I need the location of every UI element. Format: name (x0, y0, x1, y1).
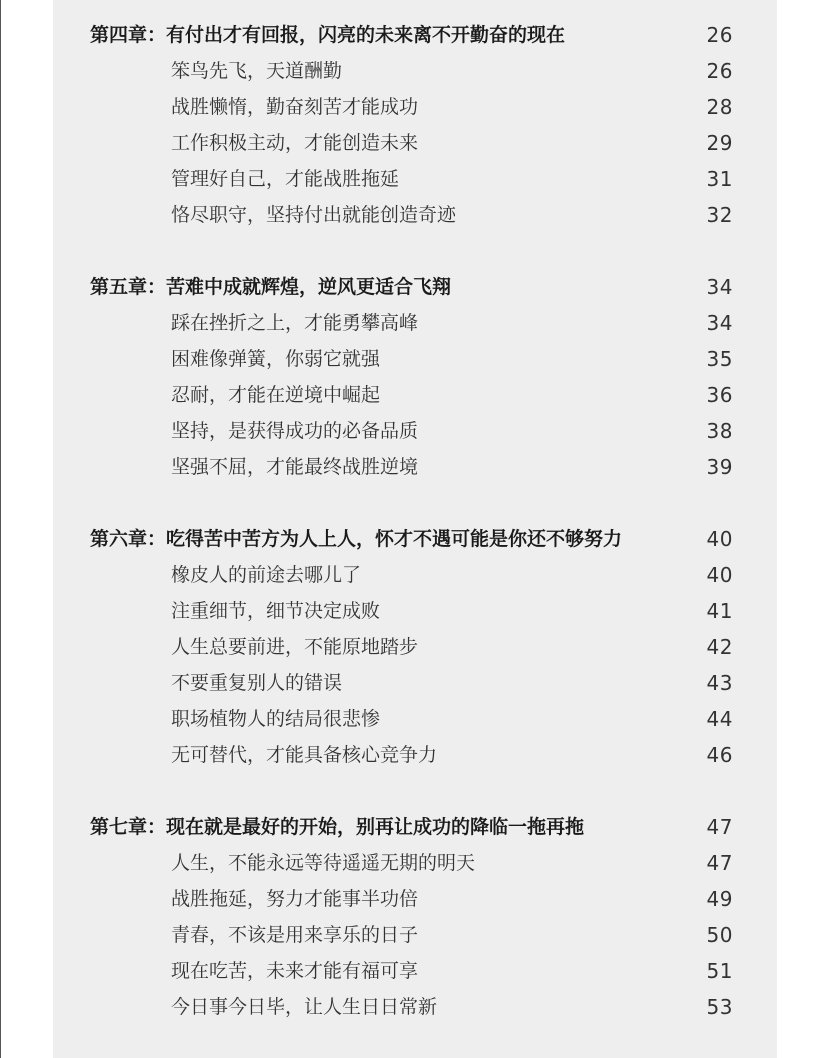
section-row (53, 161, 777, 197)
page-number: 53 (706, 995, 733, 1019)
section-title: 恪尽职守，坚持付出就能创造奇迹 (171, 204, 457, 226)
page-number: 47 (706, 851, 733, 875)
chapter-row (53, 809, 777, 845)
page-number: 26 (706, 23, 733, 47)
section-title: 坚持，是获得成功的必备品质 (171, 420, 419, 442)
chapter-title: 第七章：现在就是最好的开始，别再让成功的降临一拖再拖 (90, 816, 585, 838)
section-title: 战胜懒惰，勤奋刻苦才能成功 (171, 96, 419, 118)
page-number: 31 (706, 167, 733, 191)
section-title: 困难像弹簧，你弱它就强 (171, 348, 381, 370)
page-number: 40 (706, 527, 733, 551)
section-title: 现在吃苦，未来才能有福可享 (171, 960, 419, 982)
page-number: 40 (706, 563, 733, 587)
page-number: 38 (706, 419, 733, 443)
section-row (53, 89, 777, 125)
section-row (53, 953, 777, 989)
section-title: 战胜拖延，努力才能事半功倍 (171, 888, 419, 910)
section-title: 笨鸟先飞，天道酬勤 (171, 60, 343, 82)
section-title: 人生总要前进，不能原地踏步 (171, 636, 419, 658)
section-title: 坚强不屈，才能最终战胜逆境 (171, 456, 419, 478)
page-number: 42 (706, 635, 733, 659)
section-row (53, 305, 777, 341)
left-edge-line (0, 0, 1, 1058)
section-title: 不要重复别人的错误 (171, 672, 343, 694)
section-row (53, 629, 777, 665)
chapter-row (53, 521, 777, 557)
page-number: 36 (706, 383, 733, 407)
section-row (53, 53, 777, 89)
chapter-title: 第六章：吃得苦中苦方为人上人，怀才不遇可能是你还不够努力 (90, 528, 623, 550)
section-row (53, 413, 777, 449)
section-row (53, 557, 777, 593)
page-number: 29 (706, 131, 733, 155)
section-row (53, 125, 777, 161)
page-number: 35 (706, 347, 733, 371)
section-row (53, 449, 777, 485)
section-row (53, 845, 777, 881)
section-row (53, 917, 777, 953)
table-of-contents (53, 0, 777, 1058)
chapter-row (53, 269, 777, 305)
section-row (53, 701, 777, 737)
section-title: 职场植物人的结局很悲惨 (171, 708, 381, 730)
page-number: 34 (706, 311, 733, 335)
section-title: 人生，不能永远等待遥遥无期的明天 (171, 852, 476, 874)
chapter-title: 第四章：有付出才有回报，闪亮的未来离不开勤奋的现在 (90, 24, 566, 46)
section-row (53, 881, 777, 917)
page-number: 26 (706, 59, 733, 83)
section-title: 今日事今日毕，让人生日日常新 (171, 996, 438, 1018)
section-row (53, 197, 777, 233)
page-number: 44 (706, 707, 733, 731)
section-title: 忍耐，才能在逆境中崛起 (171, 384, 381, 406)
section-title: 注重细节，细节决定成败 (171, 600, 381, 622)
page-number: 51 (706, 959, 733, 983)
section-row (53, 737, 777, 773)
section-row (53, 377, 777, 413)
chapter-row (53, 17, 777, 53)
section-title: 无可替代，才能具备核心竞争力 (171, 744, 438, 766)
section-row (53, 665, 777, 701)
page-number: 39 (706, 455, 733, 479)
page-number: 43 (706, 671, 733, 695)
page-number: 49 (706, 887, 733, 911)
section-row (53, 593, 777, 629)
toc-page (53, 0, 777, 1058)
page-number: 46 (706, 743, 733, 767)
section-title: 管理好自己，才能战胜拖延 (171, 168, 400, 190)
page-number: 50 (706, 923, 733, 947)
section-row (53, 989, 777, 1025)
page-number: 34 (706, 275, 733, 299)
page-number: 28 (706, 95, 733, 119)
section-row (53, 341, 777, 377)
page-number: 32 (706, 203, 733, 227)
section-title: 踩在挫折之上，才能勇攀高峰 (171, 312, 419, 334)
section-title: 青春，不该是用来享乐的日子 (171, 924, 419, 946)
page-number: 41 (706, 599, 733, 623)
page-number: 47 (706, 815, 733, 839)
section-title: 工作积极主动，才能创造未来 (171, 132, 419, 154)
chapter-title: 第五章：苦难中成就辉煌，逆风更适合飞翔 (90, 276, 452, 298)
section-title: 橡皮人的前途去哪儿了 (171, 564, 362, 586)
